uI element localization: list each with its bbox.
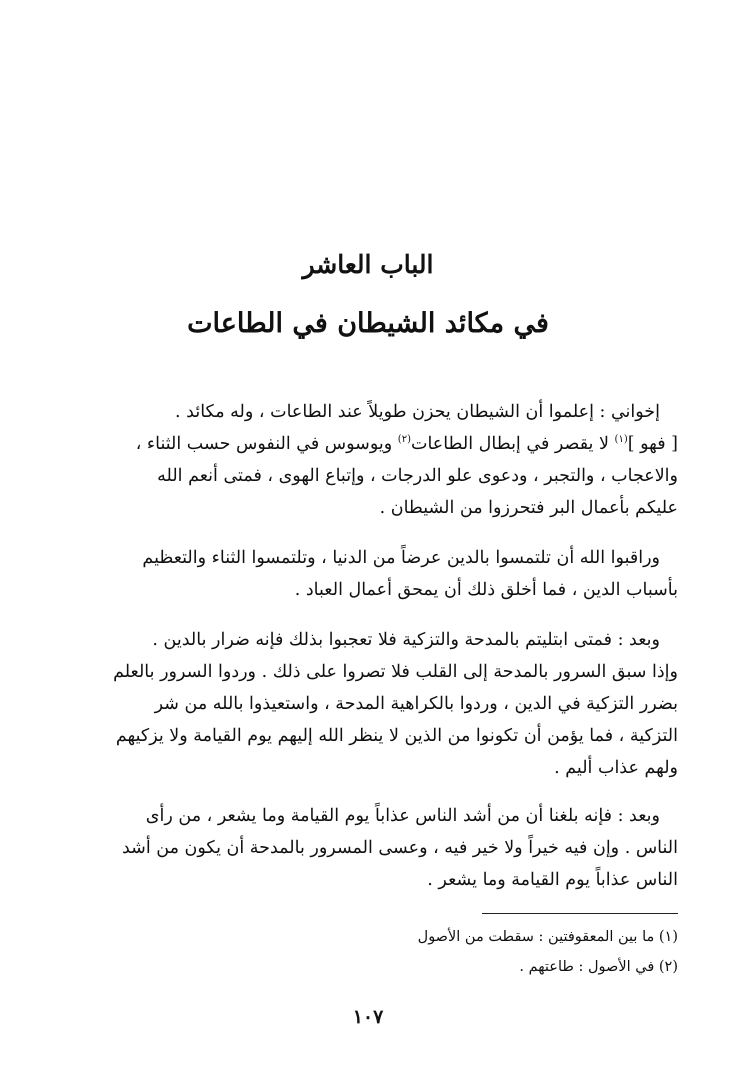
paragraph-1 xyxy=(58,396,678,524)
paragraph-line: بضرر التزكية في الدين ، وردوا بالكراهية المدحة ، واستعيذوا بالله من شر xyxy=(154,694,678,714)
chapter-subtitle: في مكائد الشيطان في الطاعات xyxy=(187,308,549,339)
paragraph-line: ولهم عذاب أليم . xyxy=(554,758,678,778)
footnote-2: (٢) في الأصول : طاعتهم . xyxy=(519,959,678,975)
bracket-text: [ فهو ] xyxy=(627,434,678,454)
footnote-ref-1: (١) xyxy=(614,434,628,446)
paragraph-line: التزكية ، فما يؤمن أن تكونوا من الذين لا ينظر الله إليهم يوم القيامة ولا يزكيهم xyxy=(115,726,678,746)
paragraph-line: وإذا سبق السرور بالمدحة إلى القلب فلا تصروا على ذلك . وردوا السرور بالعلم xyxy=(113,662,678,682)
paragraph-line-with-footnotes xyxy=(58,428,678,460)
paragraph-line: الناس . وإن فيه خيراً ولا خير فيه ، وعسى المسرور بالمدحة أن يكون من أشد xyxy=(121,838,678,858)
paragraph-line: وبعد : فإنه بلغنا أن من أشد الناس عذاباً يوم القيامة وما يشعر ، من رأى xyxy=(145,806,660,826)
paragraph-2 xyxy=(58,542,678,606)
chapter-title: الباب العاشر xyxy=(302,250,434,279)
footnote-ref-2: (٢) xyxy=(397,434,411,446)
page-number: ١٠٧ xyxy=(352,1006,384,1028)
paragraph-4 xyxy=(58,800,678,896)
footnote-1: (١) ما بين المعقوفتين : سقطت من الأصول xyxy=(417,929,678,945)
footnotes xyxy=(278,922,678,982)
line-text: لا يقصر في إبطال الطاعات xyxy=(410,434,615,454)
paragraph-line: وراقبوا الله أن تلتمسوا بالدين عرضاً من الدنيا ، وتلتمسوا الثناء والتعظيم xyxy=(142,548,660,568)
line-text: ويوسوس في النفوس حسب الثناء ، xyxy=(135,434,398,454)
paragraph-line: الناس عذاباً يوم القيامة وما يشعر . xyxy=(427,870,678,890)
footnote-divider xyxy=(482,913,678,914)
paragraph-line: إخواني : إعلموا أن الشيطان يحزن طويلاً عند الطاعات ، وله مكائد . xyxy=(175,402,660,422)
paragraph-3 xyxy=(58,624,678,784)
paragraph-line: وبعد : فمتى ابتليتم بالمدحة والتزكية فلا تعجبوا بذلك فإنه ضرار بالدين . xyxy=(152,630,660,650)
paragraph-line: والاعجاب ، والتجبر ، ودعوى علو الدرجات ، وإتباع الهوى ، فمتى أنعم الله xyxy=(157,466,678,486)
paragraph-line: بأسباب الدين ، فما أخلق ذلك أن يمحق أعمال العباد . xyxy=(294,580,678,600)
paragraph-line: عليكم بأعمال البر فتحرزوا من الشيطان . xyxy=(379,498,678,518)
